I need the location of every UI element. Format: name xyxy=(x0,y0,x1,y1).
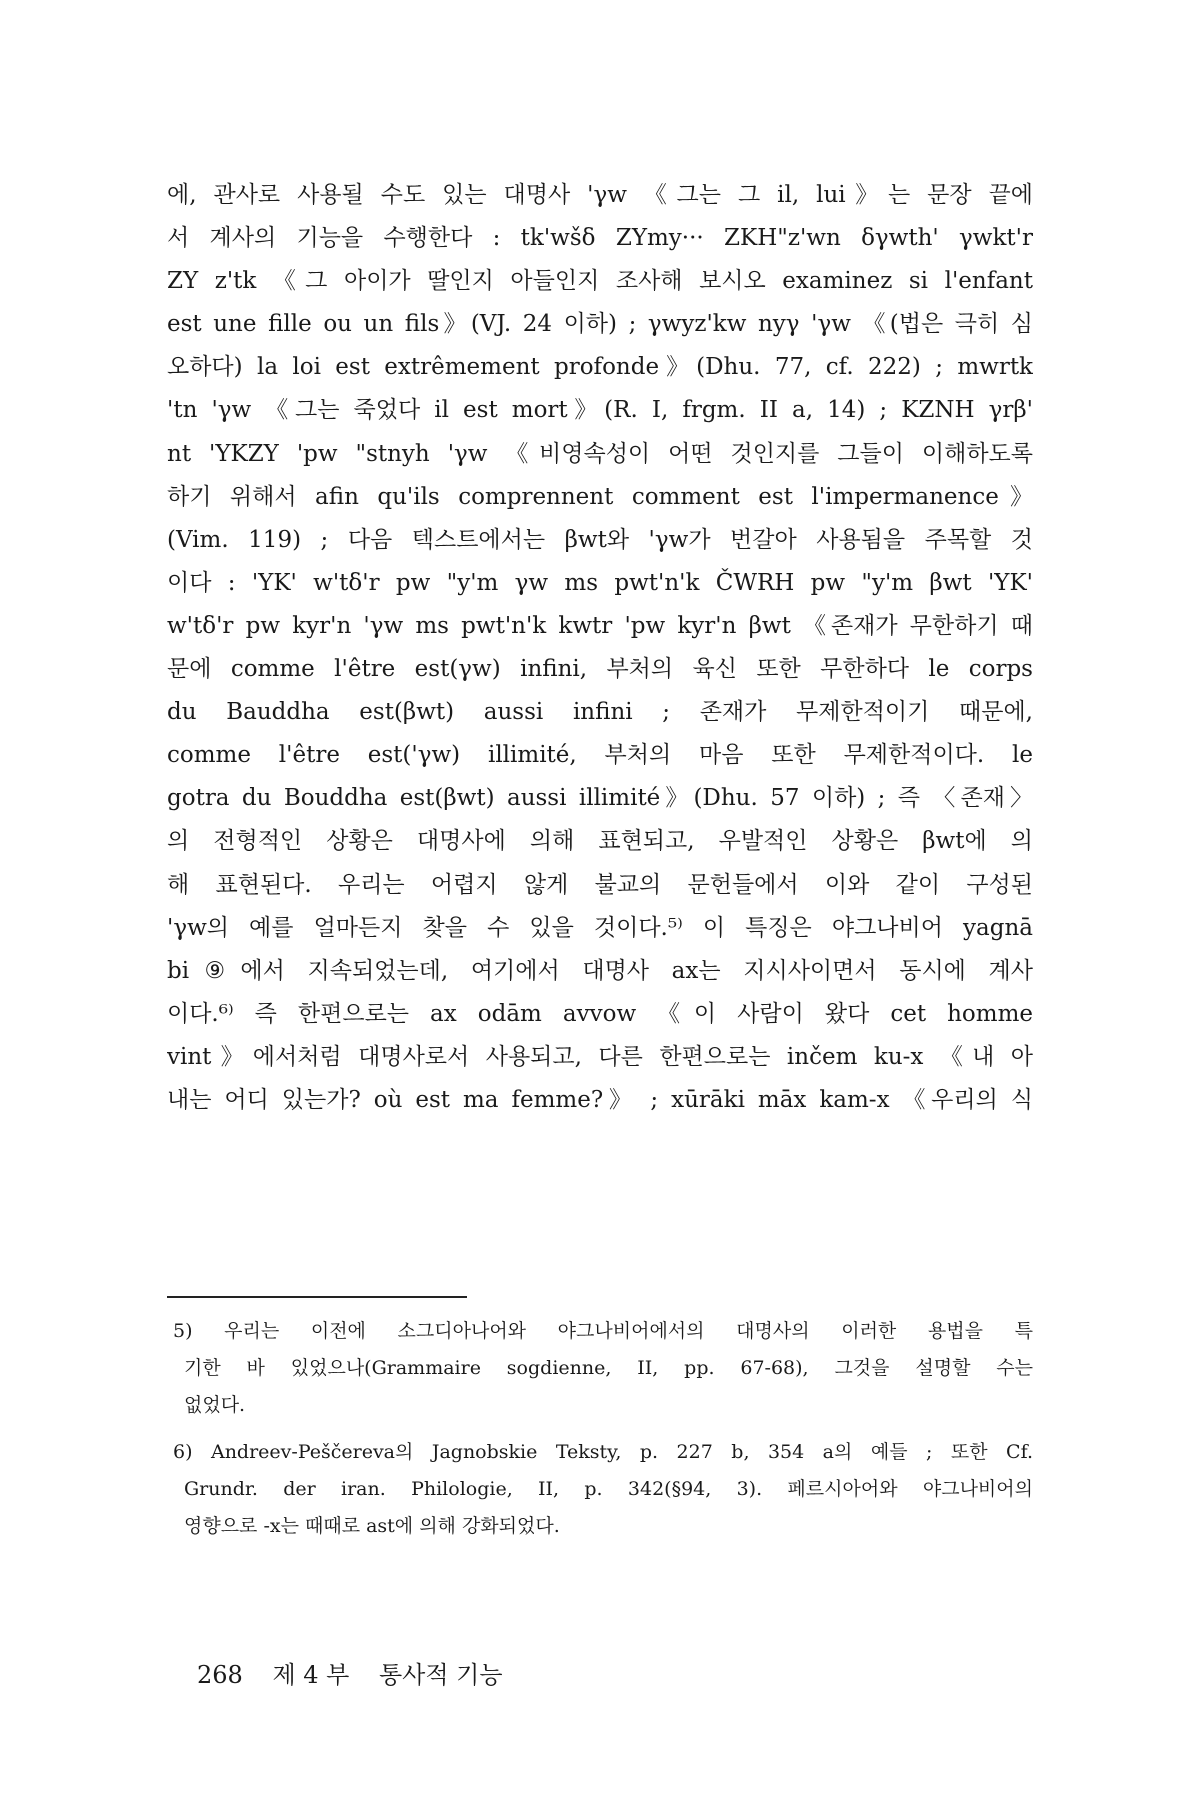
page-footer xyxy=(197,1660,525,1690)
text-line: w'tδ'r pw kyr'n 'γw ms pwt'n'k kwtr 'pw kyr'n βwt 《존재가 무한하기 때 xyxy=(167,612,1033,639)
text-line: comme l'être est('γw) illimité, 부처의 마음 또한 무제한적이다. le xyxy=(167,742,1033,769)
footnote-line: 영향으로 -x는 때때로 ast에 의해 강화되었다. xyxy=(184,1515,560,1537)
text-line: du Bauddha est(βwt) aussi infini ; 존재가 무제한적이기 때문에, xyxy=(167,699,1033,726)
footnote-line: 없었다. xyxy=(184,1394,246,1416)
text-line: 문에 comme l'être est(γw) infini, 부처의 육신 또한 무한하다 le corps xyxy=(167,656,1033,683)
footnote-6 xyxy=(173,1434,1033,1545)
text-line: 이다 : 'YK' w'tδ'r pw "y'm γw ms pwt'n'k ČWRH pw "y'm βwt 'YK' xyxy=(167,569,1033,596)
text-line: nt 'YKZY 'pw "stnyh 'γw 《비영속성이 어떤 것인지를 그들이 이해하도록 xyxy=(167,440,1033,467)
text-line: 'γw의 예를 얼마든지 찾을 수 있을 것이다.⁵⁾ 이 특징은 야그나비어 yagnā xyxy=(167,914,1033,941)
footnote-line: 기한 바 있었으나(Grammaire sogdienne, II, pp. 67-68), 그것을 설명할 수는 xyxy=(184,1357,1033,1379)
footnotes xyxy=(173,1313,1033,1555)
text-line: 에, 관사로 사용될 수도 있는 대명사 'γw 《그는 그 il, lui》는 문장 끝에 xyxy=(167,182,1033,208)
text-line: 이다.⁶⁾ 즉 한편으로는 ax odām avvow 《이 사람이 왔다 cet homme xyxy=(167,1000,1033,1027)
text-line: gotra du Bouddha est(βwt) aussi illimité》(Dhu. 57 이하) ; 즉 〈존재〉 xyxy=(167,785,1033,812)
footnote-line: Grundr. der iran. Philologie, II, p. 342(§94, 3). 페르시아어와 야그나비어의 xyxy=(184,1478,1033,1500)
main-text xyxy=(167,174,1033,1122)
footnote-line: 5) 우리는 이전에 소그디아나어와 야그나비어에서의 대명사의 이러한 용법을 특 xyxy=(173,1320,1033,1342)
text-line: (Vim. 119) ; 다음 텍스트에서는 βwt와 'γw가 번갈아 사용됨을 주목할 것 xyxy=(167,526,1033,553)
text-line: 해 표현된다. 우리는 어렵지 않게 불교의 문헌들에서 이와 같이 구성된 xyxy=(167,871,1033,898)
text-line: 서 계사의 기능을 수행한다 : tk'wšδ ZYmy··· ZKH"z'wn δγwth' γwkt'r xyxy=(167,225,1033,252)
footnote-line: 6) Andreev-Peščereva의 Jagnobskie Teksty, p. 227 b, 354 a의 예들 ; 또한 Cf. xyxy=(173,1441,1033,1463)
text-line: vint》에서처럼 대명사로서 사용되고, 다른 한편으로는 inčem ku-x 《내 아 xyxy=(167,1043,1033,1070)
text-line: 오하다) la loi est extrêmement profonde》(Dhu. 77, cf. 222) ; mwrtk xyxy=(167,354,1033,381)
text-line: 하기 위해서 afin qu'ils comprennent comment est l'impermanence》 xyxy=(167,483,1033,510)
text-line: 내는 어디 있는가? où est ma femme?》 ; xūrāki māx kam-x 《우리의 식 xyxy=(167,1086,1033,1113)
text-line: est une fille ou un fils》(VJ. 24 이하) ; γwyz'kw nyγ 'γw 《(법은 극히 심 xyxy=(167,311,1033,338)
text-line: ZY z'tk 《그 아이가 딸인지 아들인지 조사해 보시오 examinez si l'enfant xyxy=(167,268,1033,295)
text-line: 'tn 'γw 《그는 죽었다 il est mort》(R. I, frgm. II a, 14) ; KZNH γrβ' xyxy=(167,397,1033,424)
page-number: 268 xyxy=(197,1661,243,1689)
footnote-divider xyxy=(167,1296,467,1298)
part-label: 제 4 부 xyxy=(272,1661,350,1689)
chapter-title: 통사적 기능 xyxy=(379,1661,503,1689)
text-line: 의 전형적인 상황은 대명사에 의해 표현되고, 우발적인 상황은 βwt에 의 xyxy=(167,828,1033,855)
text-line: bi⑨에서 지속되었는데, 여기에서 대명사 ax는 지시사이면서 동시에 계사 xyxy=(167,957,1033,984)
footnote-5 xyxy=(173,1313,1033,1424)
